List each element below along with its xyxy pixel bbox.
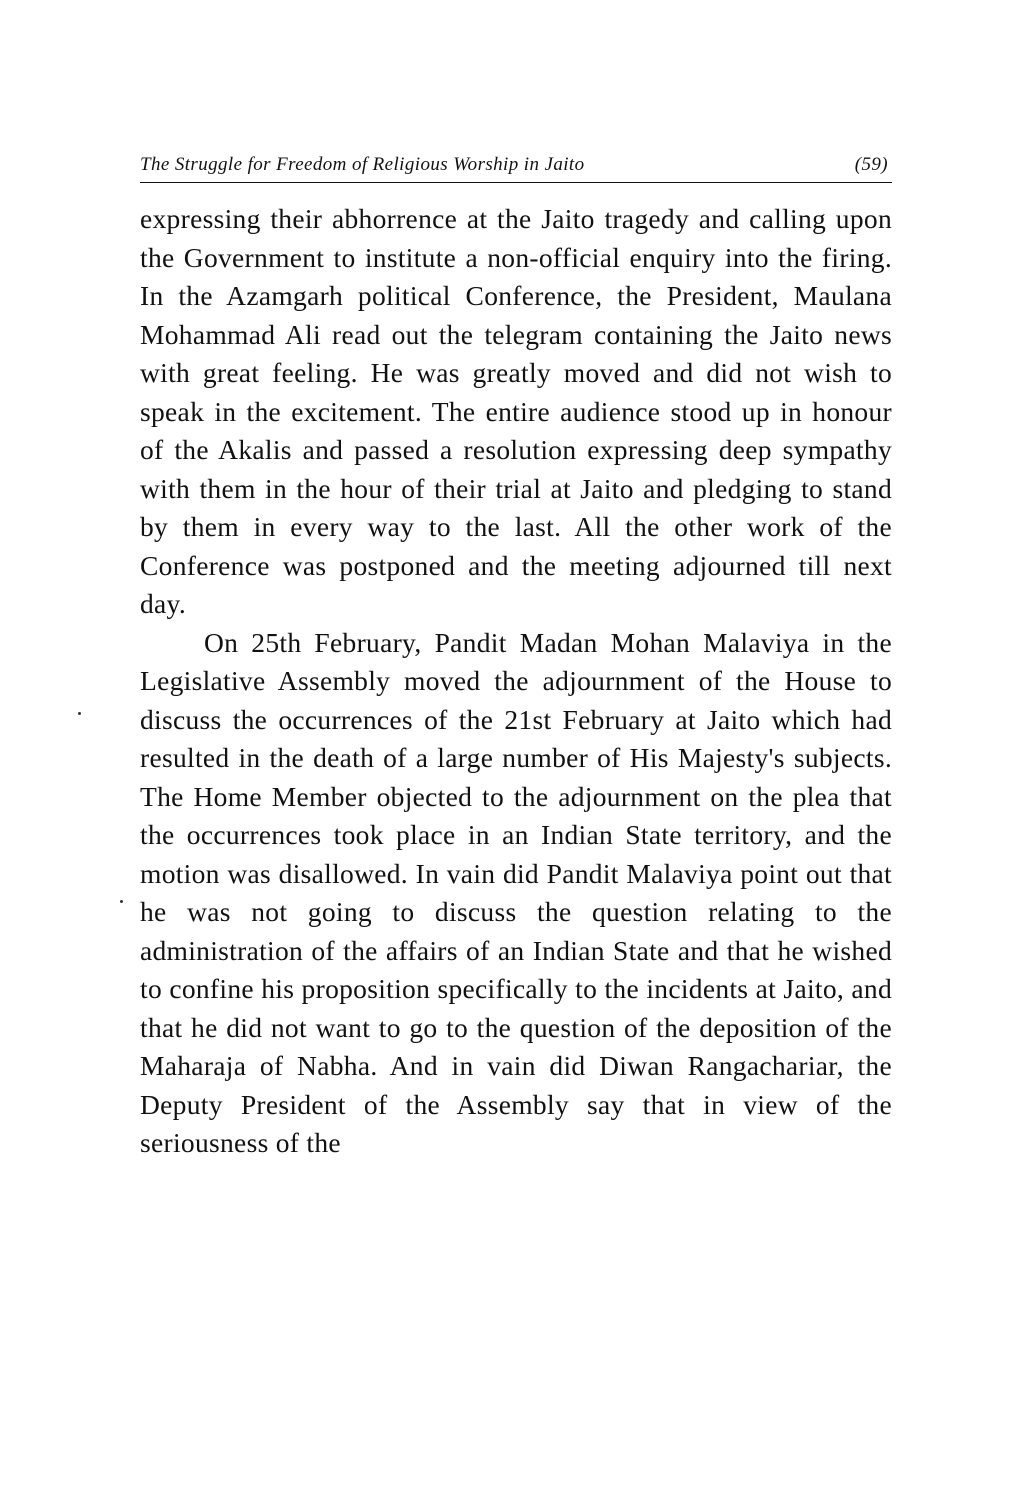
- chapter-title: The Struggle for Freedom of Religious Worship in Jaito: [140, 154, 585, 175]
- page-number: (59): [854, 154, 888, 175]
- paragraph-continuation: expressing their abhorrence at the Jaito tragedy and calling upon the Government to institute a non-official enquiry into the firing. In the Azamgarh political Conference, the President, Maulana Mohammad Ali read out the telegram containing the Jaito news with great feeling. He was greatly moved and did not wish to speak in the excitement. The entire audience stood up in honour of the Akalis and passed a resolution expressing deep sympathy with them in the hour of their trial at Jaito and pledging to stand by them in every way to the last. All the other work of the Conference was postponed and the meeting adjourned till next day.: [140, 203, 892, 619]
- running-header: [140, 150, 892, 183]
- paragraph-assembly: On 25th February, Pandit Madan Mohan Malaviya in the Legislative Assembly moved the adjournment of the House to discuss the occurrences of the 21st February at Jaito which had resulted in the death of a large number of His Majesty's subjects. The Home Member objected to the adjournment on the plea that the occurrences took place in an Indian State territory, and the motion was disallowed. In vain did Pandit Malaviya point out that he was not going to discuss the question relating to the administration of the affairs of an Indian State and that he wished to confine his proposition specifically to the incidents at Jaito, and that he did not want to go to the question of the deposition of the Maharaja of Nabha. And in vain did Diwan Rangachariar, the Deputy President of the Assembly say that in view of the seriousness of the: [140, 626, 892, 1158]
- body-text: [140, 200, 892, 1163]
- scan-speck: [78, 712, 81, 715]
- scan-speck: [120, 900, 123, 903]
